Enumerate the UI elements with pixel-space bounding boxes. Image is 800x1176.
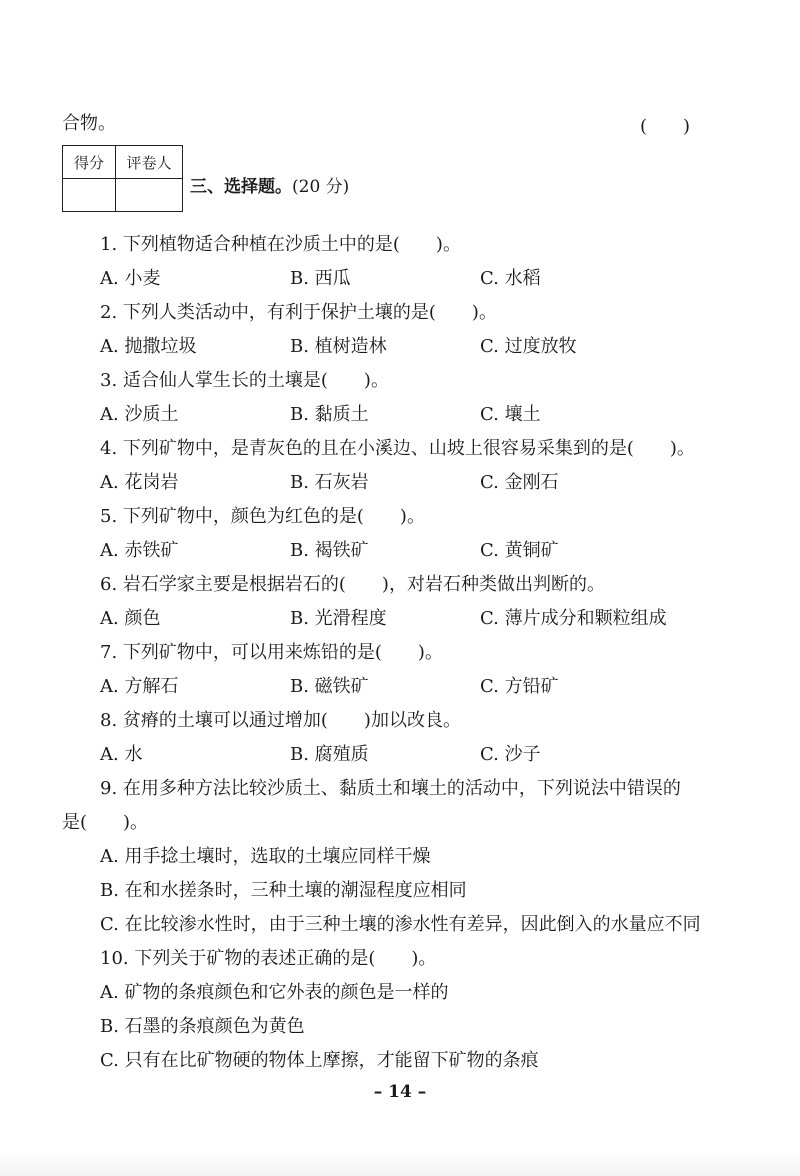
question-stem: 9. 在用多种方法比较沙质土、黏质土和壤土的活动中，下列说法中错误的 bbox=[100, 778, 681, 799]
option: B. 黏质土 bbox=[290, 404, 369, 425]
section-title: 三、选择题。 bbox=[190, 177, 292, 197]
option: B. 褐铁矿 bbox=[290, 540, 369, 561]
section-heading bbox=[190, 172, 349, 197]
option: B. 在和水搓条时，三种土壤的潮湿程度应相同 bbox=[100, 880, 467, 901]
question-stem: 7. 下列矿物中，可以用来炼铅的是( )。 bbox=[100, 642, 443, 663]
option: A. 花岗岩 bbox=[100, 472, 179, 493]
score-box bbox=[62, 145, 183, 212]
question-stem: 3. 适合仙人掌生长的土壤是( )。 bbox=[100, 370, 389, 391]
option: C. 在比较渗水性时，由于三种土壤的渗水性有差异，因此倒入的水量应不同 bbox=[100, 914, 701, 935]
option: A. 沙质土 bbox=[100, 404, 179, 425]
option: C. 只有在比矿物硬的物体上摩擦，才能留下矿物的条痕 bbox=[100, 1050, 539, 1071]
page-number: – 14 – bbox=[373, 1082, 427, 1102]
score-cell[interactable] bbox=[63, 179, 116, 212]
option: A. 水 bbox=[100, 744, 143, 765]
option: A. 小麦 bbox=[100, 268, 161, 289]
option: C. 沙子 bbox=[480, 744, 541, 765]
option: C. 金刚石 bbox=[480, 472, 559, 493]
question-stem: 2. 下列人类活动中，有利于保护土壤的是( )。 bbox=[100, 302, 497, 323]
question-stem: 8. 贫瘠的土壤可以通过增加( )加以改良。 bbox=[100, 710, 461, 731]
option: C. 方铅矿 bbox=[480, 676, 559, 697]
question-stem: 1. 下列植物适合种植在沙质土中的是( )。 bbox=[100, 234, 461, 255]
answer-blank: ( ) bbox=[640, 116, 691, 137]
carry-over-text: 合物。 bbox=[62, 113, 116, 134]
option: B. 西瓜 bbox=[290, 268, 351, 289]
question-stem: 5. 下列矿物中，颜色为红色的是( )。 bbox=[100, 506, 425, 527]
option: B. 磁铁矿 bbox=[290, 676, 369, 697]
option: B. 石灰岩 bbox=[290, 472, 369, 493]
question-stem: 10. 下列关于矿物的表述正确的是( )。 bbox=[100, 948, 437, 969]
question-stem: 6. 岩石学家主要是根据岩石的( )，对岩石种类做出判断的。 bbox=[100, 574, 605, 595]
question-stem: 4. 下列矿物中，是青灰色的且在小溪边、山坡上很容易采集到的是( )。 bbox=[100, 438, 695, 459]
section-points: (20 分) bbox=[292, 177, 350, 197]
option: A. 赤铁矿 bbox=[100, 540, 179, 561]
option: C. 过度放牧 bbox=[480, 336, 577, 357]
option: B. 植树造林 bbox=[290, 336, 387, 357]
option: A. 方解石 bbox=[100, 676, 179, 697]
grader-cell[interactable] bbox=[116, 179, 183, 212]
score-label: 得分 bbox=[63, 146, 116, 179]
grader-label: 评卷人 bbox=[116, 146, 183, 179]
option: C. 黄铜矿 bbox=[480, 540, 559, 561]
option: A. 颜色 bbox=[100, 608, 161, 629]
question-stem-continued: 是( )。 bbox=[62, 812, 149, 833]
option: C. 壤土 bbox=[480, 404, 541, 425]
option: B. 光滑程度 bbox=[290, 608, 387, 629]
option: A. 抛撒垃圾 bbox=[100, 336, 197, 357]
option: C. 水稻 bbox=[480, 268, 541, 289]
option: A. 矿物的条痕颜色和它外表的颜色是一样的 bbox=[100, 982, 449, 1003]
option: B. 腐殖质 bbox=[290, 744, 369, 765]
option: A. 用手捻土壤时，选取的土壤应同样干燥 bbox=[100, 846, 431, 867]
option: C. 薄片成分和颗粒组成 bbox=[480, 608, 667, 629]
scan-edge bbox=[0, 1150, 800, 1176]
option: B. 石墨的条痕颜色为黄色 bbox=[100, 1016, 305, 1037]
